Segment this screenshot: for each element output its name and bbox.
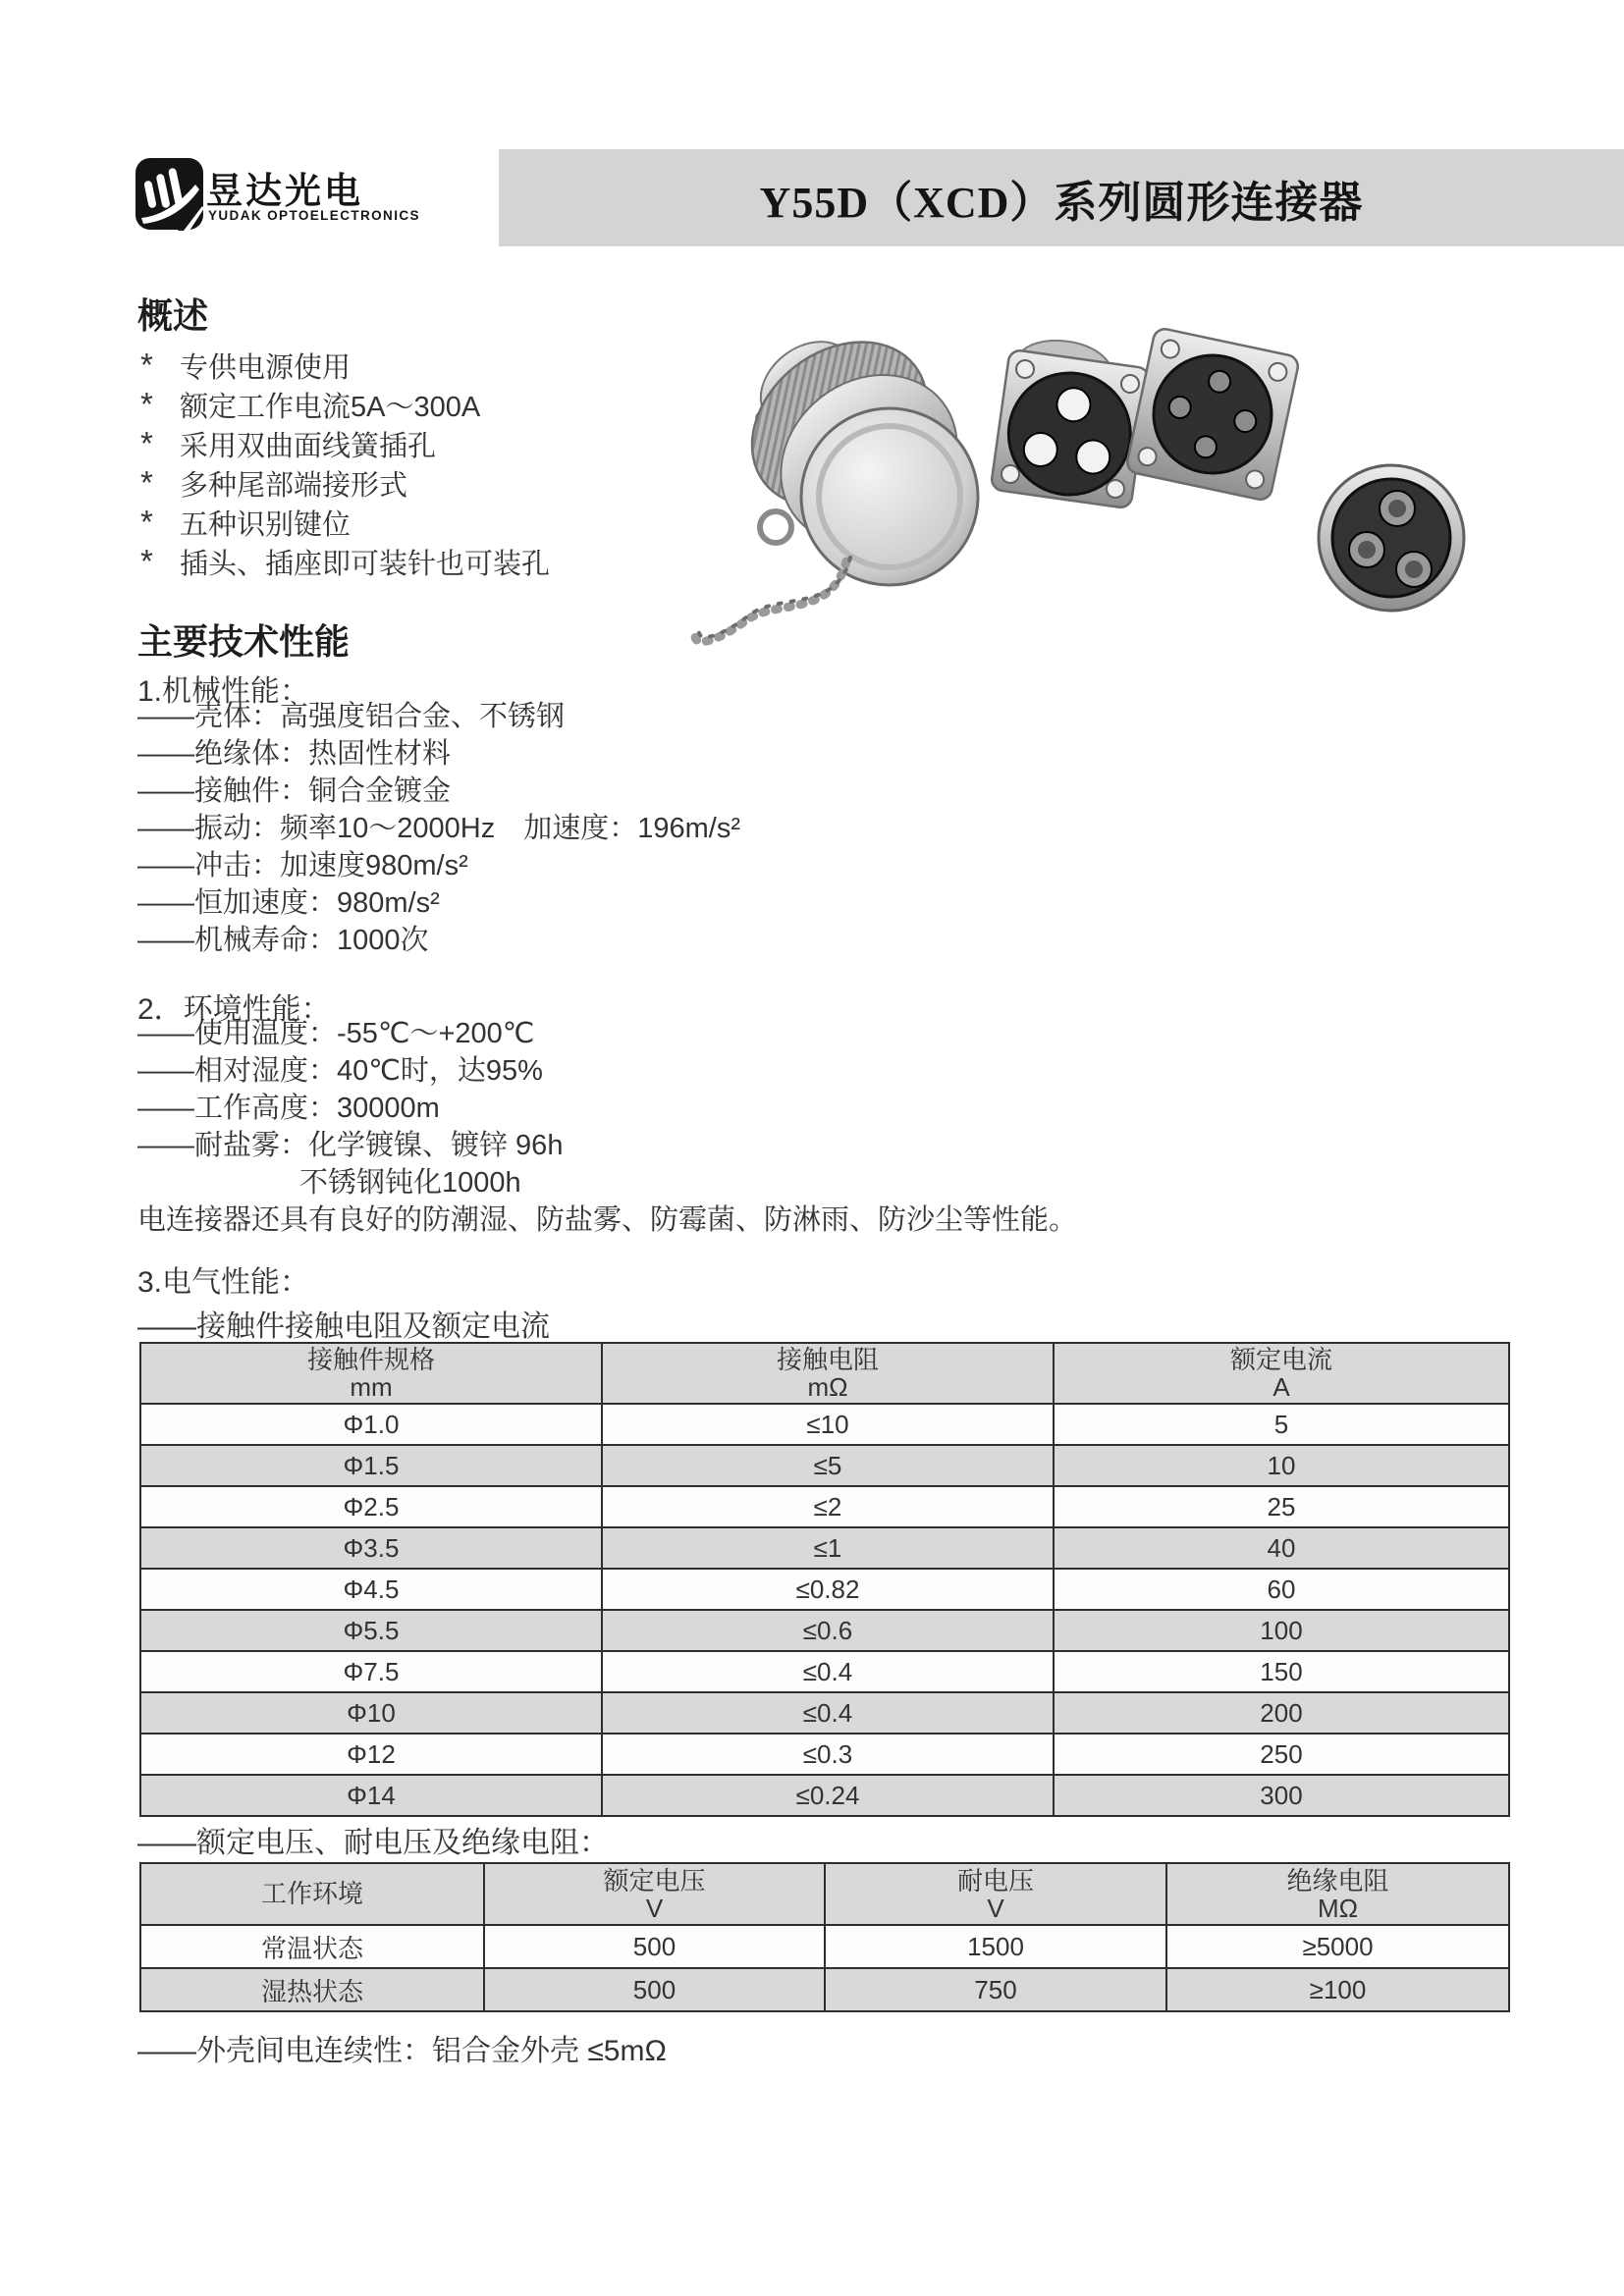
environment-title: 2．环境性能： (137, 993, 331, 1026)
column-header-label: 耐电压 (956, 1865, 1034, 1896)
table-cell: ≤0.4 (602, 1692, 1054, 1734)
brand-name-cn: 昱达光电 (206, 171, 363, 211)
table-cell: Φ5.5 (140, 1610, 602, 1651)
environment-spec-line: ——工作高度：30000m (137, 1093, 440, 1124)
yudak-logo-icon (135, 157, 204, 231)
table-row (140, 1651, 1509, 1692)
asterisk-marker: * (140, 543, 153, 579)
column-header-unit: V (645, 1893, 664, 1923)
mechanical-spec-line: ——振动：频率10～2000Hz 加速度：196m/s² (137, 813, 740, 844)
table-cell: Φ12 (140, 1734, 602, 1775)
table-cell: Φ10 (140, 1692, 602, 1734)
page-title: Y55D（XCD）系列圆形连接器 (499, 149, 1624, 246)
product-photo (668, 324, 1502, 697)
table-cell: ≤5 (602, 1445, 1054, 1486)
table-cell: Φ3.5 (140, 1527, 602, 1569)
contact-resistance-table (139, 1342, 1510, 1817)
brand-name-en: YUDAK OPTOELECTRONICS (208, 208, 420, 223)
table-cell: 1500 (825, 1925, 1166, 1968)
table-cell: 10 (1054, 1445, 1509, 1486)
overview-bullet (140, 542, 550, 581)
section-tech-heading: 主要技术性能 (137, 621, 351, 662)
column-header (602, 1343, 1054, 1404)
overview-bullet-list (140, 346, 550, 581)
overview-bullet (140, 424, 550, 463)
table-row (140, 1734, 1509, 1775)
column-header-label: 额定电压 (603, 1865, 706, 1896)
table-row (140, 1569, 1509, 1610)
table-row (140, 1925, 1509, 1968)
table-cell: 750 (825, 1968, 1166, 2011)
column-header-unit: mm (350, 1372, 393, 1402)
electrical-title: 3.电气性能： (137, 1266, 310, 1299)
electrical-subtitle: ——接触件接触电阻及额定电流 (137, 1310, 550, 1343)
table-cell: ≤0.82 (602, 1569, 1054, 1610)
table-cell: ≤2 (602, 1486, 1054, 1527)
column-header (140, 1343, 602, 1404)
table-cell: Φ7.5 (140, 1651, 602, 1692)
table-cell: 150 (1054, 1651, 1509, 1692)
overview-bullet (140, 503, 550, 542)
column-header-label: 额定电流 (1229, 1345, 1332, 1374)
table-row (140, 1775, 1509, 1816)
table-cell: Φ14 (140, 1775, 602, 1816)
table-cell: 500 (484, 1968, 825, 2011)
mechanical-spec-line: ——机械寿命：1000次 (137, 925, 429, 956)
column-header-unit: mΩ (807, 1372, 848, 1402)
asterisk-marker: * (140, 386, 153, 422)
connector-receptacle-4pin (1125, 327, 1300, 502)
table-cell: 250 (1054, 1734, 1509, 1775)
voltage-table-title: ——额定电压、耐电压及绝缘电阻： (137, 1827, 609, 1859)
table-cell: 5 (1054, 1404, 1509, 1445)
environment-spec-line: ——使用温度：-55℃～+200℃ (137, 1018, 535, 1049)
mechanical-title: 1.机械性能： (137, 675, 310, 708)
table-cell: 湿热状态 (140, 1968, 484, 2011)
table-row (140, 1968, 1509, 2011)
overview-bullet (140, 385, 550, 424)
bullet-text: 专供电源使用 (180, 351, 352, 384)
environment-spec-line: ——相对湿度：40℃时，达95% (137, 1055, 543, 1087)
table-cell: Φ2.5 (140, 1486, 602, 1527)
overview-bullet (140, 463, 550, 503)
asterisk-marker: * (140, 425, 153, 461)
table-row (140, 1527, 1509, 1569)
table-cell: 25 (1054, 1486, 1509, 1527)
table-cell: ≤1 (602, 1527, 1054, 1569)
column-header-label: 绝缘电阻 (1286, 1865, 1389, 1896)
table-cell: ≤10 (602, 1404, 1054, 1445)
column-header (484, 1863, 825, 1925)
mechanical-spec-line: ——恒加速度：980m/s² (137, 887, 440, 919)
table-cell: 40 (1054, 1527, 1509, 1569)
connector-plug-with-cap (695, 324, 991, 642)
mechanical-spec-list (137, 698, 740, 959)
column-header-unit: MΩ (1317, 1893, 1359, 1923)
table-cell: ≤0.6 (602, 1610, 1054, 1651)
environment-spec-line: ——耐盐雾：化学镀镍、镀锌 96h (137, 1130, 564, 1161)
column-header-unit: A (1272, 1372, 1290, 1402)
bullet-text: 多种尾部端接形式 (180, 469, 408, 502)
column-header (1054, 1343, 1509, 1404)
connector-round-rear (1319, 465, 1464, 611)
asterisk-marker: * (140, 504, 153, 540)
environment-note: 电连接器还具有良好的防潮湿、防盐雾、防霉菌、防淋雨、防沙尘等性能。 (137, 1204, 1078, 1236)
table-cell: Φ4.5 (140, 1569, 602, 1610)
environment-spec-list (137, 1015, 1077, 1239)
bullet-text: 五种识别键位 (180, 508, 352, 541)
column-header-label: 工作环境 (260, 1879, 363, 1908)
column-header (825, 1863, 1166, 1925)
table-cell: ≤0.24 (602, 1775, 1054, 1816)
table-cell: 常温状态 (140, 1925, 484, 1968)
table-cell: ≤0.4 (602, 1651, 1054, 1692)
bullet-text: 采用双曲面线簧插孔 (180, 430, 437, 462)
column-header-label: 接触件规格 (306, 1345, 435, 1374)
column-header (140, 1863, 484, 1925)
table-row (140, 1445, 1509, 1486)
bullet-text: 插头、插座即可装针也可装孔 (180, 548, 551, 580)
table-cell: Φ1.5 (140, 1445, 602, 1486)
table-cell: 60 (1054, 1569, 1509, 1610)
table-row (140, 1486, 1509, 1527)
overview-bullet (140, 346, 550, 385)
column-header-unit: V (987, 1893, 1004, 1923)
connector-socket-3hole (991, 334, 1153, 508)
column-header (1166, 1863, 1509, 1925)
table-cell: ≥5000 (1166, 1925, 1509, 1968)
shell-continuity-line: ——外壳间电连续性：铝合金外壳 ≤5mΩ (137, 2035, 667, 2067)
asterisk-marker: * (140, 347, 153, 383)
environment-indent-line: 不锈钢钝化1000h (299, 1167, 521, 1199)
asterisk-marker: * (140, 464, 153, 501)
table-row (140, 1692, 1509, 1734)
table-cell: ≥100 (1166, 1968, 1509, 2011)
mechanical-spec-line: ——接触件：铜合金镀金 (137, 775, 452, 807)
table-cell: ≤0.3 (602, 1734, 1054, 1775)
voltage-insulation-table (139, 1862, 1510, 2012)
table-cell: 100 (1054, 1610, 1509, 1651)
table-row (140, 1404, 1509, 1445)
bullet-text: 额定工作电流5A～300A (180, 391, 481, 423)
table-cell: 500 (484, 1925, 825, 1968)
section-overview-heading: 概述 (137, 295, 209, 336)
mechanical-spec-line: ——绝缘体：热固性材料 (137, 738, 452, 770)
table-cell: 300 (1054, 1775, 1509, 1816)
table-cell: 200 (1054, 1692, 1509, 1734)
table-row (140, 1610, 1509, 1651)
table-cell: Φ1.0 (140, 1404, 602, 1445)
mechanical-spec-line: ——冲击：加速度980m/s² (137, 850, 468, 881)
column-header-label: 接触电阻 (776, 1345, 879, 1374)
mechanical-spec-line: ——壳体：高强度铝合金、不锈钢 (137, 701, 566, 732)
